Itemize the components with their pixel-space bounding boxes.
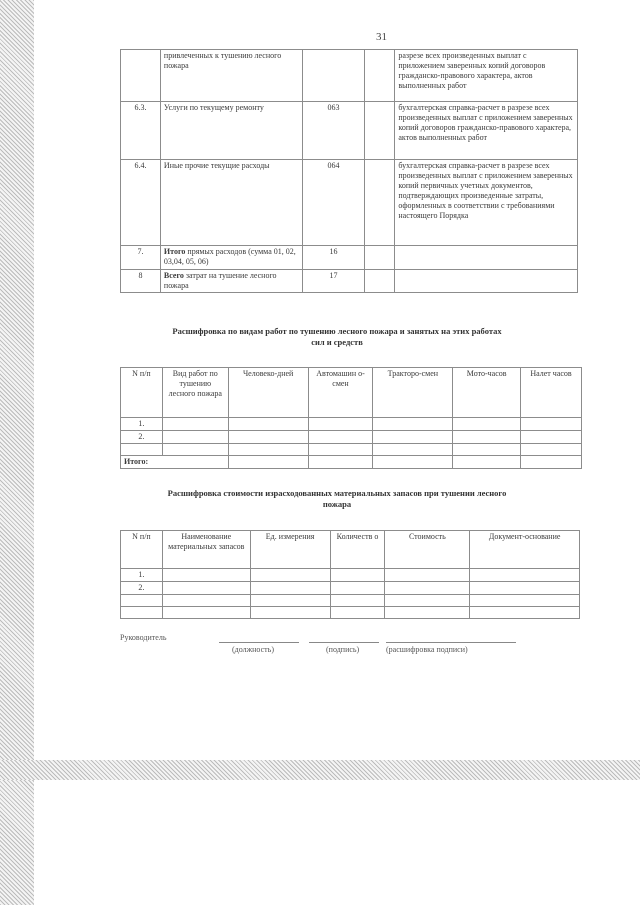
- table-row: [121, 431, 582, 444]
- works-col-moto-hours: Мото-часов: [453, 368, 521, 418]
- row-name-text: затрат на тушение лесного пожара: [163, 271, 277, 290]
- signature-sign-line: [309, 642, 379, 643]
- table-row: [121, 582, 580, 595]
- row-name-bold: Всего: [163, 271, 184, 280]
- row-number: 7.: [121, 246, 161, 270]
- signature-sign-caption: (подпись): [326, 645, 360, 654]
- section2-heading: [104, 326, 570, 348]
- row-code: [302, 50, 365, 102]
- table-row: [121, 595, 580, 607]
- section2-heading-line2: сил и средств: [311, 337, 363, 348]
- row-code: 17: [302, 270, 365, 293]
- materials-table: [120, 530, 580, 619]
- works-col-tractor-shifts: Тракторо-смен: [373, 368, 453, 418]
- works-table: [120, 367, 582, 469]
- row-number: 1.: [121, 418, 163, 431]
- section3-heading-line1: Расшифровка стоимости израсходованных материальных запасов при тушении лесного: [167, 488, 507, 498]
- row-empty: [365, 270, 395, 293]
- materials-table-header: [121, 531, 580, 569]
- row-basis: бухгалтерская справка-расчет в разрезе всех произведенных выплат с приложением заверенных копий договоров гражданско-правового характера, актов выполненных работ: [395, 102, 578, 160]
- row-name-bold: Итого: [163, 247, 186, 256]
- row-number: 6.4.: [121, 160, 161, 246]
- works-col-person-days: Человеко-дней: [228, 368, 308, 418]
- row-basis: [395, 246, 578, 270]
- row-empty: [365, 246, 395, 270]
- row-basis: бухгалтерская справка-расчет в разрезе всех произведенных выплат с приложением заверенных копий первичных учетных документов, подтверждающих произведенные затраты, оформленных в соответствии с требованиями настоящего Порядка: [395, 160, 578, 246]
- row-basis: разрезе всех произведенных выплат с приложением заверенных копий договоров гражданско-правового характера, актов выполненных работ: [395, 50, 578, 102]
- table-row: [121, 102, 578, 160]
- total-row: [121, 456, 582, 469]
- row-number: [121, 444, 163, 456]
- works-col-num: N п/п: [121, 368, 163, 418]
- works-table-header: [121, 368, 582, 418]
- row-name: [160, 246, 302, 270]
- row-name: [160, 102, 302, 160]
- section3-heading-line2: пожара: [322, 499, 352, 510]
- row-name: [160, 160, 302, 246]
- row-number: 8: [121, 270, 161, 293]
- table-row: [121, 418, 582, 431]
- row-number: 1.: [121, 569, 163, 582]
- signature-decode-line: [386, 642, 516, 643]
- materials-col-cost: Стоимость: [385, 531, 470, 569]
- section3-heading: [104, 488, 570, 510]
- section2-heading-line1: Расшифровка по видам работ по тушению лесного пожара и занятых на этих работах: [172, 326, 502, 336]
- row-basis: [395, 270, 578, 293]
- table-row: [121, 270, 578, 293]
- materials-col-name: Наименование материальных запасов: [162, 531, 250, 569]
- row-name: [160, 50, 302, 102]
- total-label: Итого:: [121, 456, 229, 469]
- document-page: [34, 0, 640, 760]
- table-row: [121, 444, 582, 456]
- page-number: 31: [376, 31, 387, 43]
- materials-col-unit: Ед. измерения: [250, 531, 330, 569]
- materials-col-quantity: Количеств о: [330, 531, 385, 569]
- row-name-text: Иные прочие текущие расходы: [163, 161, 270, 170]
- row-name-text: Услуги по текущему ремонту: [163, 103, 264, 112]
- row-number: 2.: [121, 582, 163, 595]
- works-col-flight-hours: Налет часов: [521, 368, 582, 418]
- row-name-text: привлеченных к тушению лесного пожара: [163, 51, 282, 70]
- table-row: [121, 160, 578, 246]
- row-empty: [365, 50, 395, 102]
- table-row: [121, 246, 578, 270]
- row-number: 2.: [121, 431, 163, 444]
- works-col-vehicle-shifts: Автомашин о-смен: [308, 368, 373, 418]
- row-number: [121, 607, 163, 619]
- row-number: 6.3.: [121, 102, 161, 160]
- table-row: [121, 607, 580, 619]
- row-name-text: прямых расходов (сумма 01, 02, 03,04, 05, 06): [163, 247, 296, 266]
- materials-col-num: N п/п: [121, 531, 163, 569]
- table-row: [121, 569, 580, 582]
- row-code: 16: [302, 246, 365, 270]
- signature-position-line: [219, 642, 299, 643]
- row-code: 063: [302, 102, 365, 160]
- row-empty: [365, 160, 395, 246]
- row-name: [160, 270, 302, 293]
- works-col-type: Вид работ по тушению лесного пожара: [162, 368, 228, 418]
- row-empty: [365, 102, 395, 160]
- materials-col-basis-doc: Документ-основание: [470, 531, 580, 569]
- row-number: [121, 50, 161, 102]
- row-number: [121, 595, 163, 607]
- row-code: 064: [302, 160, 365, 246]
- scan-border-bottom: [0, 760, 640, 780]
- table-row: [121, 50, 578, 102]
- signature-label: Руководитель: [120, 633, 167, 642]
- expense-table: [120, 49, 578, 293]
- signature-decode-caption: (расшифровка подписи): [386, 645, 468, 654]
- signature-position-caption: (должность): [232, 645, 274, 654]
